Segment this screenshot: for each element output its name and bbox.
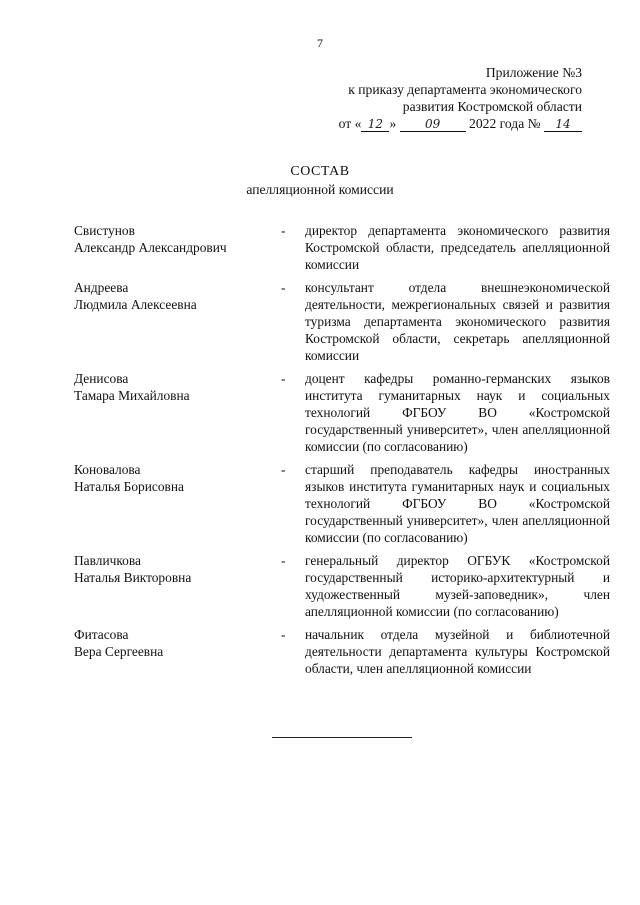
- member-role: доцент кафедры романно-германских языков института гуманитарных наук и социальных технологий ФГБОУ ВО «Костромской государственный университет», член апелляционной комиссии (по согласованию): [305, 371, 610, 454]
- member-name: [74, 552, 281, 586]
- appendix-date-line: [339, 115, 582, 132]
- member-given-names: Наталья Викторовна: [74, 570, 192, 585]
- member-item: [74, 552, 610, 620]
- member-dash: -: [281, 371, 286, 386]
- member-given-names: Наталья Борисовна: [74, 479, 184, 494]
- member-name: [74, 370, 281, 404]
- member-name: [74, 222, 281, 256]
- member-dash: -: [281, 280, 286, 295]
- member-surname: Денисова: [74, 371, 129, 386]
- member-given-names: Александр Александрович: [74, 240, 227, 255]
- handwritten-day: 12: [361, 117, 389, 132]
- member-dash: -: [281, 553, 286, 568]
- member-given-names: Тамара Михайловна: [74, 388, 190, 403]
- member-role: начальник отдела музейной и библиотечной деятельности департамента культуры Костромской области, член апелляционной комиссии: [305, 627, 610, 676]
- handwritten-month: 09: [400, 117, 466, 132]
- document-title: СОСТАВ: [290, 164, 350, 179]
- member-surname: Свистунов: [74, 223, 135, 238]
- document-subtitle: апелляционной комиссии: [246, 182, 394, 197]
- handwritten-order-number: 14: [544, 117, 582, 132]
- member-dash: -: [281, 627, 286, 642]
- member-item: [74, 626, 610, 677]
- member-surname: Павличкова: [74, 553, 141, 568]
- member-role: старший преподаватель кафедры иностранных языков института гуманитарных наук и социальных технологий ФГБОУ ВО «Костромской государственный университет», член апелляционной комиссии (по согласованию): [305, 462, 610, 545]
- page-number: 7: [317, 36, 323, 50]
- date-year: 2022 года №: [469, 116, 541, 131]
- member-item: [74, 461, 610, 546]
- appendix-header: [339, 64, 582, 132]
- member-item: [74, 279, 610, 364]
- member-list: [74, 222, 610, 677]
- member-surname: Фитасова: [74, 627, 129, 642]
- member-role: консультант отдела внешнеэкономической деятельности, межрегиональных связей и развития туризма департамента экономического развития Костромской области, секретарь апелляционной комиссии: [305, 280, 610, 363]
- appendix-region: развития Костромской области: [402, 99, 582, 114]
- member-item: [74, 370, 610, 455]
- member-item: [74, 222, 610, 273]
- member-given-names: Вера Сергеевна: [74, 644, 164, 659]
- member-name: [74, 626, 281, 660]
- member-name: [74, 461, 281, 495]
- member-role: генеральный директор ОГБУК «Костромской государственный историко-архитектурный и художественный музей-заповедник», член апелляционной комиссии (по согласованию): [305, 553, 610, 619]
- date-mid: »: [389, 116, 397, 131]
- member-given-names: Людмила Алексеевна: [74, 297, 197, 312]
- member-surname: Андреева: [74, 280, 129, 295]
- member-dash: -: [281, 223, 286, 238]
- appendix-order-ref: к приказу департамента экономического: [348, 82, 582, 97]
- member-name: [74, 279, 281, 313]
- end-divider: [272, 737, 412, 738]
- member-surname: Коновалова: [74, 462, 141, 477]
- appendix-title: Приложение №3: [485, 65, 582, 80]
- date-prefix: от «: [338, 116, 362, 131]
- member-role: директор департамента экономического развития Костромской области, председатель апелляционной комиссии: [305, 223, 610, 272]
- member-dash: -: [281, 462, 286, 477]
